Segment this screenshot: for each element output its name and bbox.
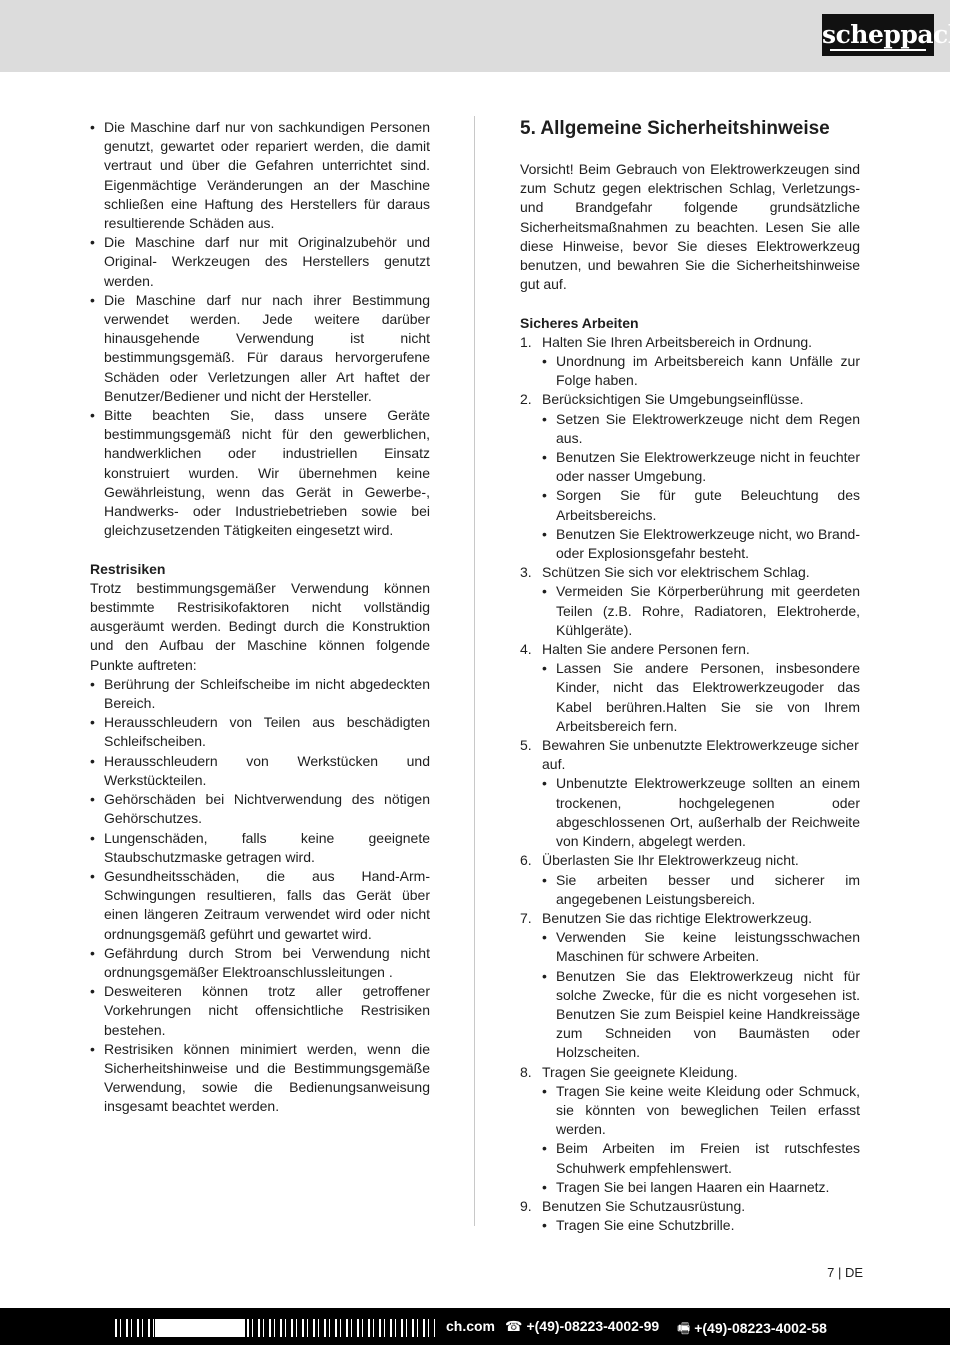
item-number: 7. bbox=[520, 909, 532, 926]
logo-underline bbox=[830, 49, 926, 51]
list-item: • Benutzen Sie das Elektrowerkzeug nicht für solche Zwecke, für die es nicht vorgesehen ist. Benutzen Sie zum Beispiel keine Handkreissäge zum Schneiden von Baumästen oder Holzscheiten. bbox=[542, 967, 860, 1063]
list-item: • Vermeiden Sie Körperberührung mit geerdeten Teilen (z.B. Rohre, Radiatoren, Elektroherde, Kühlgeräte). bbox=[542, 582, 860, 640]
list-item: • Herausschleudern von Werkstücken und Werkstückteilen. bbox=[90, 752, 430, 790]
footer-phone bbox=[505, 1318, 659, 1335]
brand-logo bbox=[822, 14, 965, 56]
item-text: Tragen Sie geeignete Kleidung. bbox=[542, 1063, 738, 1080]
item-bullet-list bbox=[542, 928, 860, 1062]
numbered-item bbox=[520, 563, 860, 640]
list-item: • Benutzen Sie Elektrowerkzeuge nicht in feuchter oder nasser Umgebung. bbox=[542, 448, 860, 486]
numbered-item bbox=[520, 909, 860, 1063]
phone-icon: ☎ bbox=[505, 1318, 523, 1334]
item-number: 2. bbox=[520, 391, 532, 408]
fax-icon: 🖷 bbox=[677, 1320, 691, 1336]
list-item: • Bitte beachten Sie, dass unsere Geräte bestimmungsgemäß nicht für den gewerblichen, handwerklichen oder industriellen Einsatz konstruiert wurden. Wir übernehmen keine Gewährleistung, wenn das Gerät in Gewerbe-, Handwerks- oder Industriebetrieben sowie bei gleichzusetzenden Tätigkeiten eingesetzt wird. bbox=[90, 406, 430, 540]
brand-logo-text: scheppach bbox=[822, 20, 965, 49]
section-title: 5. Allgemeine Sicherheitshinweise bbox=[520, 118, 830, 139]
footer-website-text: ch.com bbox=[442, 1318, 495, 1334]
numbered-item bbox=[520, 333, 860, 391]
left-column bbox=[90, 118, 430, 1117]
item-text: Halten Sie Ihren Arbeitsbereich in Ordnung. bbox=[542, 333, 813, 350]
numbered-item bbox=[520, 1197, 860, 1235]
item-bullet-list bbox=[542, 871, 860, 909]
list-item: • Gefährdung durch Strom bei Verwendung nicht ordnungsgemäßer Elektroanschlussleitungen . bbox=[90, 944, 430, 982]
numbered-item bbox=[520, 736, 860, 851]
list-item: • Sie arbeiten besser und sicherer im angegebenen Leistungsbereich. bbox=[542, 871, 860, 909]
item-text: Halten Sie andere Personen fern. bbox=[542, 641, 750, 658]
item-number: 5. bbox=[520, 737, 532, 754]
list-item: • Unordnung im Arbeitsbereich kann Unfälle zur Folge haben. bbox=[542, 352, 860, 390]
item-number: 9. bbox=[520, 1197, 532, 1214]
restrisiken-bullet-list bbox=[90, 675, 430, 1117]
list-item: • Lassen Sie andere Personen, insbesondere Kinder, nicht das Elektrowerkzeugoder das Kabel berühren.Halten Sie sie von Ihrem Arbeitsbereich fern. bbox=[542, 659, 860, 736]
numbered-item bbox=[520, 640, 860, 736]
list-item: • Sorgen Sie für gute Beleuchtung des Arbeitsbereichs. bbox=[542, 486, 860, 524]
list-item: • Die Maschine darf nur nach ihrer Bestimmung verwendet werden. Jede weitere darüber hinausgehende Verwendung ist nicht bestimmungsgemäß. Für daraus hervorgerufene Schäden oder Verletzungen aller Art haftet der Benutzer/Bediener und nicht der Hersteller. bbox=[90, 291, 430, 406]
item-number: 1. bbox=[520, 333, 532, 350]
item-bullet-list bbox=[542, 1216, 860, 1235]
list-item: • Gehörschäden bei Nichtverwendung des nötigen Gehörschutzes. bbox=[90, 790, 430, 828]
item-text: Überlasten Sie Ihr Elektrowerkzeug nicht. bbox=[542, 852, 799, 869]
list-item: • Die Maschine darf nur mit Originalzubehör und Original- Werkzeugen des Herstellers genutzt werden. bbox=[90, 233, 430, 291]
intro-bullet-list bbox=[90, 118, 430, 540]
item-text: Benutzen Sie das richtige Elektrowerkzeug. bbox=[542, 909, 813, 926]
item-number: 3. bbox=[520, 564, 532, 581]
item-bullet-list bbox=[542, 659, 860, 736]
list-item: • Benutzen Sie Elektrowerkzeuge nicht, wo Brand- oder Explosionsgefahr besteht. bbox=[542, 525, 860, 563]
footer-website[interactable] bbox=[115, 1308, 495, 1345]
barcode-graphic bbox=[115, 1319, 435, 1337]
safety-numbered-list bbox=[520, 333, 860, 1236]
list-item: • Gesundheitsschäden, die aus Hand-Arm- Schwingungen resultieren, falls das Gerät über einen längeren Zeitraum verwendet wird oder nicht ordnungsgemäß geführt und gewartet wird. bbox=[90, 867, 430, 944]
list-item: • Desweiteren können trotz aller getroffener Vorkehrungen nicht offensichtliche Restrisiken bestehen. bbox=[90, 982, 430, 1040]
footer-fax bbox=[677, 1318, 827, 1342]
item-number: 4. bbox=[520, 641, 532, 658]
list-item: • Herausschleudern von Teilen aus beschädigten Schleifscheiben. bbox=[90, 713, 430, 751]
list-item: • Restrisiken können minimiert werden, wenn die Sicherheitshinweise und die Bestimmungsgemäße Verwendung, sowie die Bedienungsanweisung insgesamt beachtet werden. bbox=[90, 1040, 430, 1117]
list-item: • Unbenutzte Elektrowerkzeuge sollten an einem trockenen, hochgelegenen oder abgeschlossenen Ort, außerhalb der Reichweite von Kindern, abgelegt werden. bbox=[542, 774, 860, 851]
item-text: Benutzen Sie Schutzausrüstung. bbox=[542, 1197, 746, 1214]
item-number: 8. bbox=[520, 1063, 532, 1080]
warning-paragraph: Vorsicht! Beim Gebrauch von Elektrowerkzeugen sind zum Schutz gegen elektrischen Schlag, Verletzungs- und Brandgefahr folgende grundsätzliche Sicherheitsmaßnahmen zu beachten. Lesen Sie alle diese Hinweise, bevor Sie dieses Elektrowerkzeug benutzen, und bewahren Sie die Sicherheitshinweise gut auf. bbox=[520, 161, 860, 293]
safe-work-heading: Sicheres Arbeiten bbox=[520, 314, 639, 331]
list-item: • Tragen Sie keine weite Kleidung oder Schmuck, sie könnten von beweglichen Teilen erfasst werden. bbox=[542, 1082, 860, 1140]
numbered-item bbox=[520, 1063, 860, 1197]
page-number: 7 | DE bbox=[827, 1265, 863, 1280]
item-bullet-list bbox=[542, 582, 860, 640]
list-item: • Setzen Sie Elektrowerkzeuge nicht dem Regen aus. bbox=[542, 410, 860, 448]
page-footer bbox=[0, 1308, 950, 1345]
column-divider bbox=[474, 116, 475, 1226]
numbered-item bbox=[520, 390, 860, 563]
list-item: • Berührung der Schleifscheibe im nicht abgedeckten Bereich. bbox=[90, 675, 430, 713]
page-header bbox=[0, 0, 965, 72]
item-bullet-list bbox=[542, 774, 860, 851]
item-text: Schützen Sie sich vor elektrischem Schlag. bbox=[542, 564, 810, 581]
fax-number: +(49)-08223-4002-58 bbox=[694, 1320, 827, 1336]
restrisiken-heading: Restrisiken bbox=[90, 560, 166, 577]
item-number: 6. bbox=[520, 852, 532, 869]
list-item: • Verwenden Sie keine leistungsschwachen Maschinen für schwere Arbeiten. bbox=[542, 928, 860, 966]
item-bullet-list bbox=[542, 410, 860, 564]
phone-number: +(49)-08223-4002-99 bbox=[526, 1318, 660, 1334]
item-bullet-list bbox=[542, 352, 860, 390]
list-item: • Beim Arbeiten im Freien ist rutschfestes Schuhwerk empfehlenswert. bbox=[542, 1139, 860, 1177]
item-text: Berücksichtigen Sie Umgebungseinflüsse. bbox=[542, 391, 804, 408]
list-item: • Tragen Sie eine Schutzbrille. bbox=[542, 1216, 860, 1235]
list-item: • Lungenschäden, falls keine geeignete Staubschutzmaske getragen wird. bbox=[90, 829, 430, 867]
item-text: Bewahren Sie unbenutzte Elektrowerkzeuge sicher auf. bbox=[542, 737, 859, 773]
right-column bbox=[520, 118, 860, 1235]
list-item: • Die Maschine darf nur von sachkundigen Personen genutzt, gewartet oder repariert werden, die damit vertraut und über die Gefahren unterrichtet sind. Eigenmächtige Veränderungen an der Maschine schließen eine Haftung des Herstellers für daraus resultierende Schäden aus. bbox=[90, 118, 430, 233]
numbered-item bbox=[520, 851, 860, 909]
restrisiken-intro: Trotz bestimmungsgemäßer Verwendung können bestimmte Restrisikofaktoren nicht vollständig ausgeräumt werden. Bedingt durch die Konstruktion und den Aufbau der Maschine können folgende Punkte auftreten: bbox=[90, 579, 430, 673]
item-bullet-list bbox=[542, 1082, 860, 1197]
list-item: • Tragen Sie bei langen Haaren ein Haarnetz. bbox=[542, 1178, 860, 1197]
